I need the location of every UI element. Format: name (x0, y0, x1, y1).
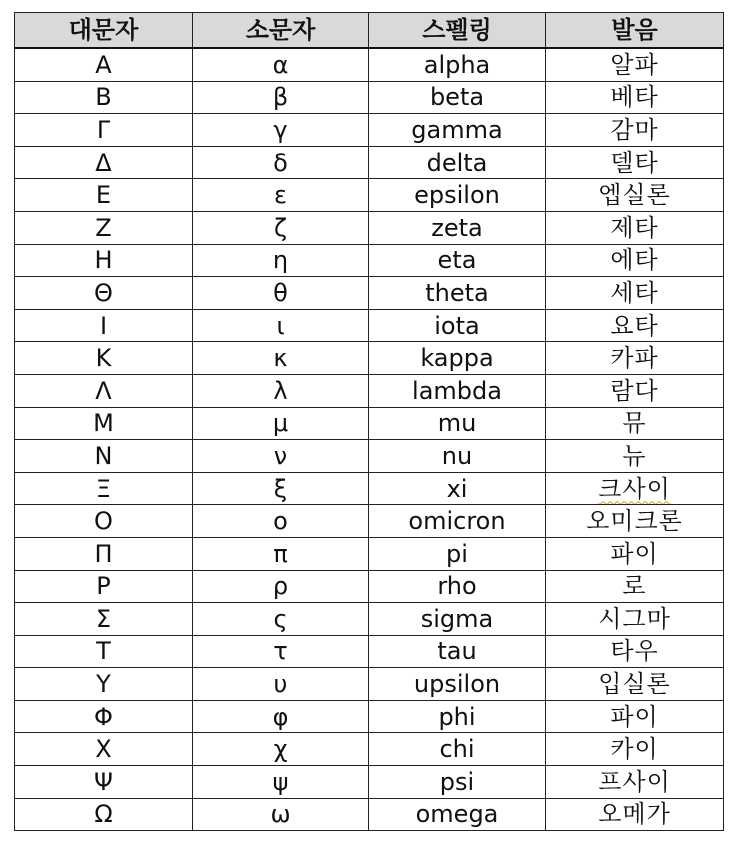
spelling-cell: chi (369, 733, 546, 766)
table-row (15, 309, 724, 342)
spelling-cell: lambda (369, 374, 546, 407)
pronunciation-cell: 프사이 (546, 766, 724, 799)
pronunciation-cell: 파이 (546, 700, 724, 733)
spelling-cell: kappa (369, 342, 546, 375)
uppercase-cell: Π (15, 537, 193, 570)
spelling-cell: omicron (369, 505, 546, 538)
spelling-cell: theta (369, 277, 546, 310)
uppercase-cell: Ι (15, 309, 193, 342)
table-row (15, 244, 724, 277)
lowercase-cell: β (193, 81, 369, 114)
uppercase-cell: Δ (15, 146, 193, 179)
table-row (15, 48, 724, 81)
spelling-cell: eta (369, 244, 546, 277)
spelling-cell: omega (369, 798, 546, 831)
header-spelling: 스펠링 (369, 13, 546, 49)
pronunciation-cell: 엡실론 (546, 179, 724, 212)
spelling-cell: xi (369, 472, 546, 505)
pronunciation-cell: 로 (546, 570, 724, 603)
pronunciation-cell: 세타 (546, 277, 724, 310)
lowercase-cell: τ (193, 635, 369, 668)
uppercase-cell: Λ (15, 374, 193, 407)
table-row (15, 570, 724, 603)
lowercase-cell: ο (193, 505, 369, 538)
lowercase-cell: λ (193, 374, 369, 407)
spelling-cell: beta (369, 81, 546, 114)
table-row (15, 537, 724, 570)
pronunciation-cell: 파이 (546, 537, 724, 570)
lowercase-cell: κ (193, 342, 369, 375)
uppercase-cell: Κ (15, 342, 193, 375)
uppercase-cell: Ρ (15, 570, 193, 603)
table-row (15, 146, 724, 179)
table-row (15, 505, 724, 538)
table-row (15, 766, 724, 799)
uppercase-cell: Β (15, 81, 193, 114)
table-row (15, 114, 724, 147)
spellcheck-underlined-text: 크사이 (598, 474, 671, 503)
uppercase-cell: Τ (15, 635, 193, 668)
lowercase-cell: γ (193, 114, 369, 147)
pronunciation-cell: 오메가 (546, 798, 724, 831)
pronunciation-cell: 카이 (546, 733, 724, 766)
lowercase-cell: ι (193, 309, 369, 342)
lowercase-cell: η (193, 244, 369, 277)
table-row (15, 440, 724, 473)
spelling-cell: delta (369, 146, 546, 179)
uppercase-cell: Μ (15, 407, 193, 440)
spelling-cell: zeta (369, 211, 546, 244)
pronunciation-cell: 베타 (546, 81, 724, 114)
table-row (15, 277, 724, 310)
table-row (15, 179, 724, 212)
pronunciation-cell: 입실론 (546, 668, 724, 701)
lowercase-cell: ξ (193, 472, 369, 505)
spelling-cell: psi (369, 766, 546, 799)
table-row (15, 798, 724, 831)
uppercase-cell: Σ (15, 603, 193, 636)
lowercase-cell: δ (193, 146, 369, 179)
lowercase-cell: ζ (193, 211, 369, 244)
greek-alphabet-table (14, 12, 724, 831)
uppercase-cell: Γ (15, 114, 193, 147)
table-row (15, 407, 724, 440)
uppercase-cell: Θ (15, 277, 193, 310)
uppercase-cell: Α (15, 48, 193, 81)
lowercase-cell: ν (193, 440, 369, 473)
uppercase-cell: Χ (15, 733, 193, 766)
table-row (15, 342, 724, 375)
table-row (15, 700, 724, 733)
uppercase-cell: Ψ (15, 766, 193, 799)
lowercase-cell: α (193, 48, 369, 81)
table-row (15, 733, 724, 766)
lowercase-cell: θ (193, 277, 369, 310)
spelling-cell: pi (369, 537, 546, 570)
uppercase-cell: Ν (15, 440, 193, 473)
uppercase-cell: Ω (15, 798, 193, 831)
pronunciation-cell: 오미크론 (546, 505, 724, 538)
uppercase-cell: Φ (15, 700, 193, 733)
pronunciation-cell: 알파 (546, 48, 724, 81)
spelling-cell: alpha (369, 48, 546, 81)
table-row (15, 603, 724, 636)
uppercase-cell: Ε (15, 179, 193, 212)
pronunciation-cell: 람다 (546, 374, 724, 407)
spelling-cell: upsilon (369, 668, 546, 701)
lowercase-cell: φ (193, 700, 369, 733)
lowercase-cell: μ (193, 407, 369, 440)
pronunciation-cell: 뉴 (546, 440, 724, 473)
header-lowercase: 소문자 (193, 13, 369, 49)
lowercase-cell: υ (193, 668, 369, 701)
table-row (15, 668, 724, 701)
spelling-cell: gamma (369, 114, 546, 147)
table-row (15, 472, 724, 505)
spelling-cell: iota (369, 309, 546, 342)
table-row (15, 374, 724, 407)
uppercase-cell: Ξ (15, 472, 193, 505)
lowercase-cell: ρ (193, 570, 369, 603)
pronunciation-cell: 카파 (546, 342, 724, 375)
pronunciation-cell: 시그마 (546, 603, 724, 636)
uppercase-cell: Υ (15, 668, 193, 701)
pronunciation-cell: 델타 (546, 146, 724, 179)
spelling-cell: nu (369, 440, 546, 473)
spelling-cell: tau (369, 635, 546, 668)
lowercase-cell: ω (193, 798, 369, 831)
table-row (15, 211, 724, 244)
table-row (15, 81, 724, 114)
pronunciation-cell: 제타 (546, 211, 724, 244)
pronunciation-cell: 에타 (546, 244, 724, 277)
pronunciation-cell: 감마 (546, 114, 724, 147)
spelling-cell: rho (369, 570, 546, 603)
spelling-cell: sigma (369, 603, 546, 636)
pronunciation-cell: 요타 (546, 309, 724, 342)
lowercase-cell: ς (193, 603, 369, 636)
table-row (15, 635, 724, 668)
spelling-cell: mu (369, 407, 546, 440)
uppercase-cell: Ζ (15, 211, 193, 244)
spelling-cell: phi (369, 700, 546, 733)
spelling-cell: epsilon (369, 179, 546, 212)
uppercase-cell: Η (15, 244, 193, 277)
pronunciation-cell (546, 472, 724, 505)
header-row (15, 13, 724, 49)
pronunciation-cell: 뮤 (546, 407, 724, 440)
lowercase-cell: π (193, 537, 369, 570)
pronunciation-cell: 타우 (546, 635, 724, 668)
table-body (15, 48, 724, 831)
header-uppercase: 대문자 (15, 13, 193, 49)
lowercase-cell: ψ (193, 766, 369, 799)
lowercase-cell: ε (193, 179, 369, 212)
header-pronunciation: 발음 (546, 13, 724, 49)
uppercase-cell: Ο (15, 505, 193, 538)
lowercase-cell: χ (193, 733, 369, 766)
